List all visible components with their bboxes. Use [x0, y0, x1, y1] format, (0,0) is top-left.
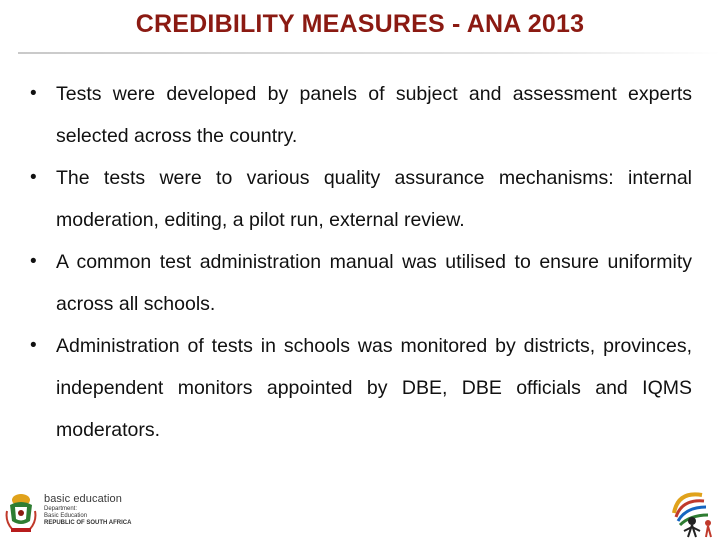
bullet-icon: • — [30, 83, 37, 104]
title-divider — [18, 52, 720, 54]
bullet-icon: • — [30, 167, 37, 188]
coat-of-arms-icon — [4, 491, 38, 535]
twenty-years-logo-icon — [668, 487, 718, 539]
department-logo — [4, 487, 154, 537]
bullet-text: The tests were to various quality assurance mechanisms: internal moderation, editing, a pilot run, external review. — [56, 167, 692, 231]
anniversary-logo — [668, 487, 718, 539]
bullet-list — [30, 73, 692, 451]
slide-title: CREDIBILITY MEASURES - ANA 2013 — [135, 10, 585, 38]
bullet-item — [30, 73, 692, 157]
bullet-item — [30, 325, 692, 451]
bullet-text: Administration of tests in schools was monitored by districts, provinces, independent monitors appointed by DBE, DBE officials and IQMS moderators. — [56, 335, 692, 441]
bullet-icon: • — [30, 335, 37, 356]
bullet-text: A common test administration manual was utilised to ensure uniformity across all schools. — [56, 251, 692, 315]
bullet-item — [30, 157, 692, 241]
logo-name: basic education — [44, 493, 122, 505]
logo-line: REPUBLIC OF SOUTH AFRICA — [44, 520, 132, 526]
bullet-text: Tests were developed by panels of subject and assessment experts selected across the country. — [56, 83, 692, 147]
logo-line: Department: — [44, 506, 78, 512]
bullet-item — [30, 241, 692, 325]
logo-line: Basic Education — [44, 513, 88, 519]
bullet-icon: • — [30, 251, 37, 272]
